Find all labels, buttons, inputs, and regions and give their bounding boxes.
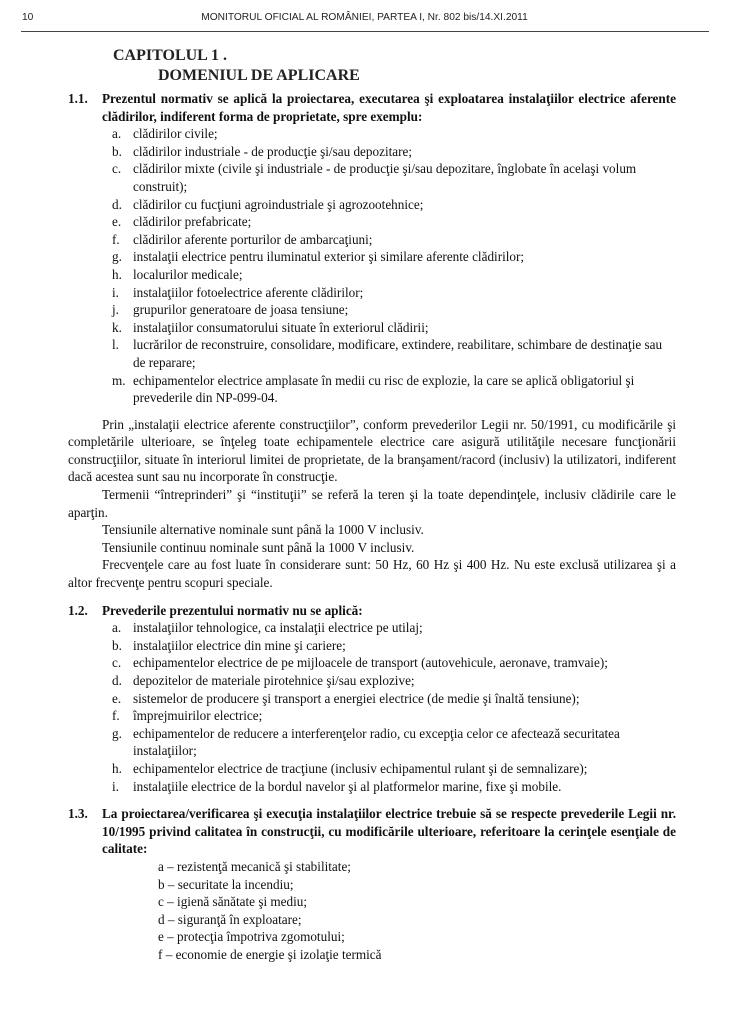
chapter-title: DOMENIUL DE APLICARE xyxy=(158,67,360,84)
item-text: localurilor medicale; xyxy=(133,266,243,282)
chapter-heading xyxy=(113,46,360,86)
item-key: g. xyxy=(112,725,122,741)
item-key: b. xyxy=(112,637,122,653)
paragraph: Prin „instalaţii electrice aferente construcţiilor”, conform prevederilor Legii nr. 50/1991, cu modificările şi completările ulterioare, se înţeleg toate echipamentele electrice care asigură utilităţile necesare funcţionării construcţiilor, situate în interiorul limitei de proprietate, de la branşament/racord (inclusiv) la utilizatori, indiferent dacă acestea sunt sau nu incorporate în construcţie. xyxy=(68,416,676,485)
item-text: clădirilor prefabricate; xyxy=(133,214,252,230)
section-1-3 xyxy=(0,805,729,963)
item-key: b. xyxy=(112,143,122,159)
item-key: f. xyxy=(112,231,120,247)
list-item xyxy=(102,654,676,672)
paragraph: Tensiunile continuu nominale sunt până la 1000 V inclusiv. xyxy=(102,539,415,555)
list-item xyxy=(102,125,676,143)
item-key: a. xyxy=(112,126,122,142)
item-key: h. xyxy=(112,266,122,282)
list-item: b – securitate la incendiu; xyxy=(158,876,294,892)
item-text: echipamentelor de reducere a interferenţelor radio, cu excepţia celor ce afectează securitatea instalaţiilor; xyxy=(133,725,620,759)
list-item: a – rezistenţă mecanică şi stabilitate; xyxy=(158,858,351,874)
item-text: instalaţiilor electrice din mine şi cariere; xyxy=(133,637,346,653)
item-key: h. xyxy=(112,760,122,776)
item-text: clădirilor industriale - de producţie şi/sau depozitare; xyxy=(133,143,413,159)
item-key: f. xyxy=(112,708,120,724)
item-text: clădirilor cu fucţiuni agroindustriale şi agrozootehnice; xyxy=(133,196,424,212)
item-key: i. xyxy=(112,778,119,794)
paragraph: Frecvenţele care au fost luate în considerare sunt: 50 Hz, 60 Hz şi 400 Hz. Nu este exclusă utilizarea şi a altor frecvenţe pentru scopuri speciale. xyxy=(68,557,676,591)
header-rule xyxy=(21,31,709,32)
item-text: clădirilor civile; xyxy=(133,126,218,142)
item-key: c. xyxy=(112,655,122,671)
item-text: depozitelor de materiale pirotehnice şi/sau explozive; xyxy=(133,673,415,688)
list-item xyxy=(102,637,676,655)
item-key: a. xyxy=(112,620,122,636)
list-item xyxy=(102,196,676,214)
item-text: clădirilor aferente porturilor de ambarcaţiuni; xyxy=(133,231,373,247)
item-text: împrejmuirilor electrice; xyxy=(133,708,263,724)
section-1-1 xyxy=(0,90,729,407)
page-number: 10 xyxy=(22,12,34,23)
section-number: 1.1. xyxy=(68,91,88,106)
item-key: m. xyxy=(112,372,126,388)
document-body xyxy=(0,90,729,964)
item-text: echipamentelor electrice amplasate în medii cu risc de explozie, la care se aplică obligatoriul şi prevederile din NP-099-04. xyxy=(133,372,635,406)
list-item xyxy=(102,690,676,708)
header-title: MONITORUL OFICIAL AL ROMÂNIEI, PARTEA I, Nr. 802 bis/14.XI.2011 xyxy=(201,12,528,23)
list-item xyxy=(102,248,676,266)
chapter-number: CAPITOLUL 1 . xyxy=(113,47,227,64)
exclusions-list xyxy=(102,619,676,795)
list-item xyxy=(102,301,676,319)
section-text: Prezentul normativ se aplică la proiectarea, executarea şi exploatarea instalaţiilor electrice aferente clădirilor, indiferent forma de proprietate, spre exemplu: xyxy=(102,91,676,124)
item-text: grupurilor generatoare de joasa tensiune; xyxy=(133,302,349,318)
list-item xyxy=(102,672,676,690)
item-text: echipamentelor electrice de pe mijloacele de transport (autovehicule, aeronave, tramvaie); xyxy=(133,655,608,671)
list-item xyxy=(102,160,676,195)
quality-requirements-list xyxy=(102,858,676,964)
list-item xyxy=(102,284,676,302)
item-text: lucrărilor de reconstruire, consolidare, modificare, extindere, reabilitare, schimbare de destinaţie sau de reparare; xyxy=(133,337,663,370)
item-text: sistemelor de producere şi transport a energiei electrice (de medie şi înaltă tensiune); xyxy=(133,690,580,706)
list-item: c – igienă sănătate şi mediu; xyxy=(158,894,308,910)
item-text: instalaţiilor tehnologice, ca instalaţii electrice pe utilaj; xyxy=(133,620,423,636)
item-key: g. xyxy=(112,249,122,265)
list-item xyxy=(102,213,676,231)
list-item: e – protecţia împotriva zgomotului; xyxy=(158,929,345,945)
list-item xyxy=(102,725,676,760)
list-item xyxy=(102,143,676,161)
paragraph: Tensiunile alternative nominale sunt până la 1000 V inclusiv. xyxy=(102,522,424,538)
list-item xyxy=(102,372,676,407)
item-text: instalaţiilor fotoelectrice aferente clădirilor; xyxy=(133,284,364,300)
item-key: e. xyxy=(112,214,122,230)
paragraph: Termenii “întreprinderi” şi “instituţii” se referă la teren şi la toate dependinţele, inclusiv clădirile care le aparţin. xyxy=(68,487,676,520)
list-item: f – economie de energie şi izolaţie termică xyxy=(158,946,382,962)
list-item xyxy=(102,266,676,284)
list-item xyxy=(102,231,676,249)
list-item xyxy=(102,619,676,637)
item-key: l. xyxy=(112,337,119,353)
item-key: c. xyxy=(112,161,122,177)
item-text: instalaţiilor consumatorului situate în exteriorul clădirii; xyxy=(133,319,429,335)
page-header xyxy=(0,10,729,26)
item-key: j. xyxy=(112,302,119,318)
item-text: echipamentelor electrice de tracţiune (inclusiv echipamentul rulant şi de semnalizare); xyxy=(133,760,588,776)
list-item xyxy=(102,336,676,371)
item-key: k. xyxy=(112,319,122,335)
section-number: 1.2. xyxy=(68,602,88,618)
section-number: 1.3. xyxy=(68,806,88,822)
list-item: d – siguranţă în exploatare; xyxy=(158,911,302,927)
list-item xyxy=(102,778,676,796)
item-key: i. xyxy=(112,284,119,300)
item-key: d. xyxy=(112,196,122,212)
item-text: clădirilor mixte (civile şi industriale - de producţie şi/sau depozitare, înglobate în acelaşi volum construit); xyxy=(133,161,637,194)
item-text: instalaţiile electrice de la bordul navelor şi al platformelor marine, fixe şi mobile. xyxy=(133,778,562,794)
list-item xyxy=(102,707,676,725)
section-1-2 xyxy=(0,602,729,796)
section-text: Prevederile prezentului normativ nu se aplică: xyxy=(102,602,363,618)
item-text: instalaţii electrice pentru iluminatul exterior şi similare aferente clădirilor; xyxy=(133,249,525,265)
item-key: e. xyxy=(112,690,122,706)
list-item xyxy=(102,760,676,778)
list-item xyxy=(102,319,676,337)
item-key: d. xyxy=(112,673,122,688)
section-text: La proiectarea/verificarea şi execuţia instalaţiilor electrice trebuie să se respecte prevederile Legii nr. 10/1995 privind calitatea în construcţii, cu modificările ulterioare, referitoare la cerinţele esenţiale de calitate: xyxy=(102,806,676,857)
applies-list xyxy=(102,125,676,407)
